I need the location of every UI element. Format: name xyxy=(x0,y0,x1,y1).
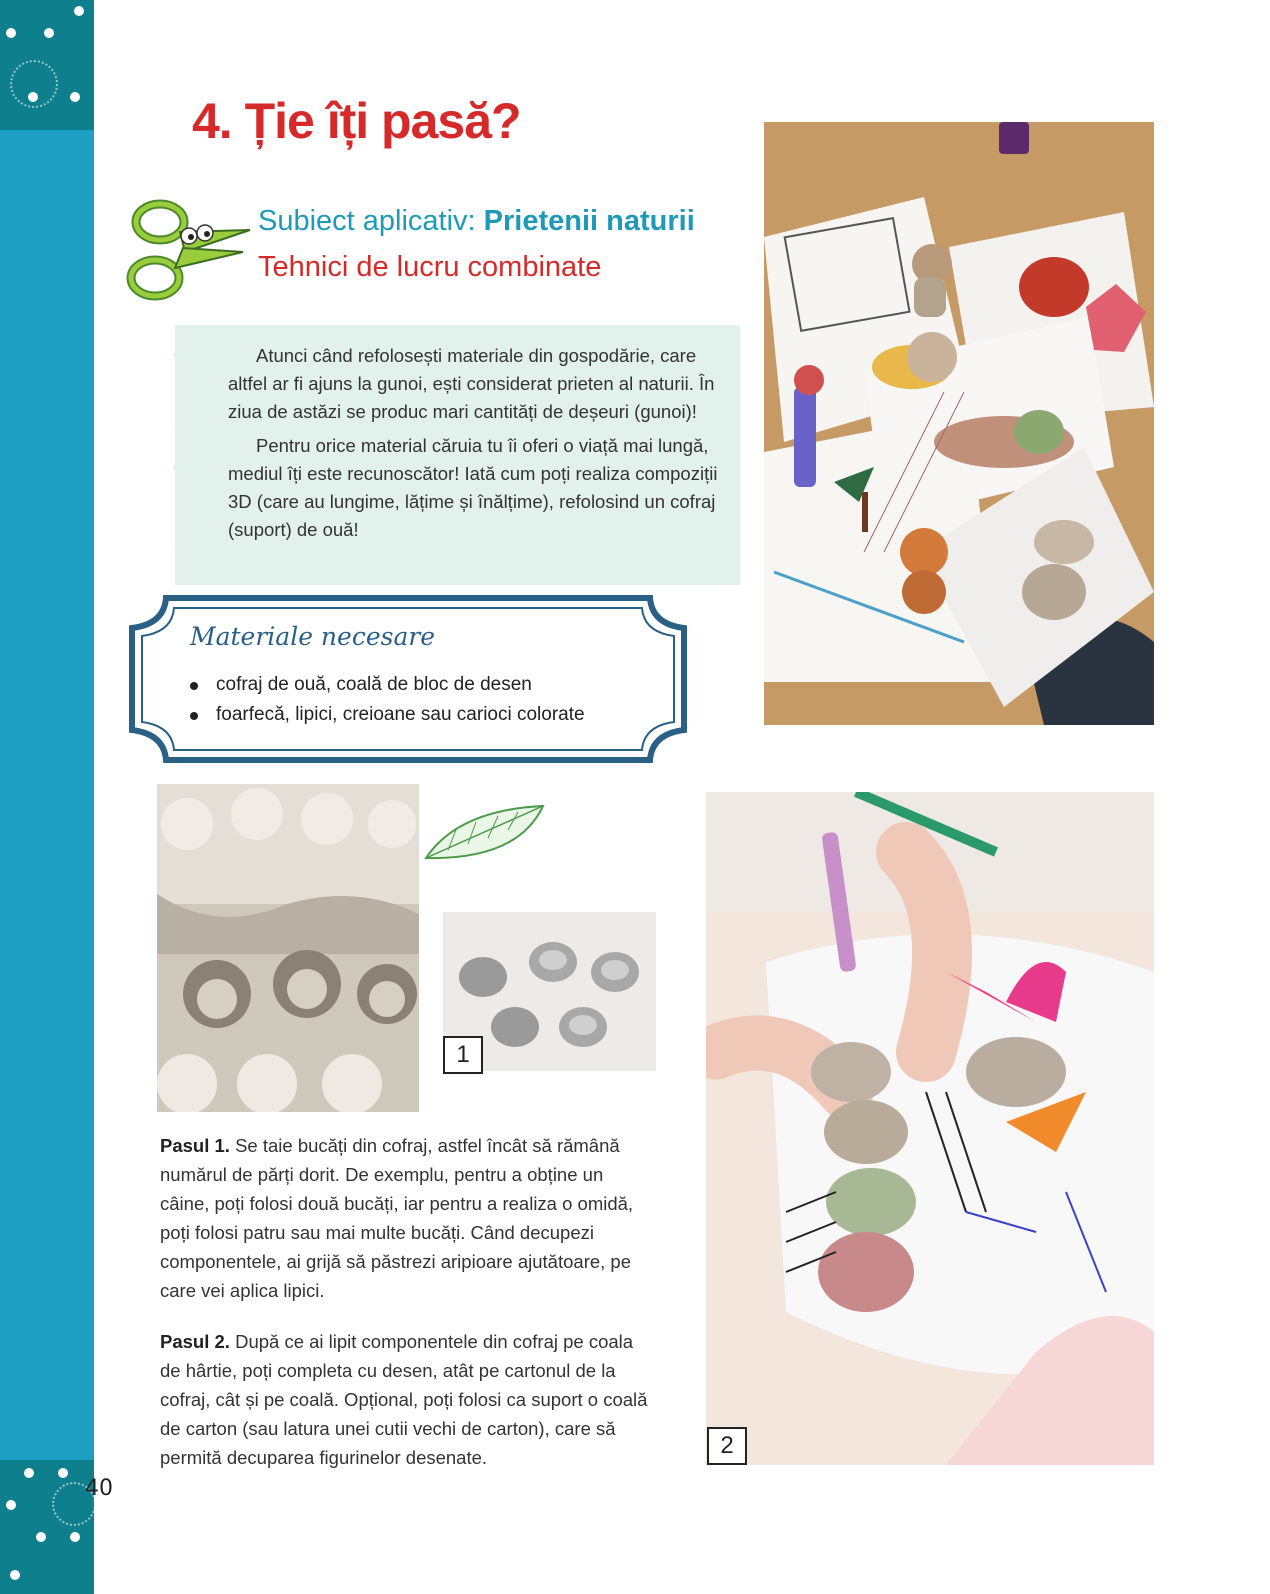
intro-paragraph: Pentru orice material căruia tu îi oferi o viață mai lungă, mediul îți este recunoscător! Iată cum poți realiza compoziții 3D (care au lungime, lățime și înălțime), refolosind un cofraj (suport) de ouă! xyxy=(228,435,718,540)
materials-list xyxy=(186,670,585,730)
figure-label-2: 2 xyxy=(707,1427,747,1465)
side-decoration-top xyxy=(0,0,94,130)
step-2 xyxy=(160,1327,650,1472)
materials-title: Materiale necesare xyxy=(190,622,436,651)
side-decoration-bottom xyxy=(0,1460,94,1594)
technique-line: Tehnici de lucru combinate xyxy=(258,251,602,283)
step-text: După ce ai lipit componentele din cofraj pe coala de hârtie, poți completa cu desen, atât pe cartonul de la cofraj, cât și pe coală. Opțional, poți folosi ca suport o coală de carton (sau latura unei cutii vechi de carton), care să permită decuparea figurinelor desenate. xyxy=(160,1331,648,1468)
intro-paragraph: Atunci când refolosești materiale din gospodărie, care altfel ar fi ajuns la gunoi, ești considerat prieten al naturii. În ziua de astăzi se produc mari cantități de deșeuri (gunoi)! xyxy=(228,345,715,422)
intro-text xyxy=(228,342,718,550)
subject-line xyxy=(258,205,695,238)
step-1 xyxy=(160,1131,650,1305)
step-label: Pasul 2. xyxy=(160,1331,230,1352)
dot-decoration xyxy=(10,1570,20,1580)
leaf-icon xyxy=(418,800,548,870)
dot-decoration xyxy=(24,1468,34,1478)
dot-decoration xyxy=(28,92,38,102)
dot-decoration xyxy=(74,6,84,16)
photo-egg-carton xyxy=(157,784,419,1112)
scissors-mascot-icon xyxy=(125,190,255,310)
dot-decoration xyxy=(70,1532,80,1542)
list-item: cofraj de ouă, coală de bloc de desen xyxy=(186,670,585,700)
list-item: foarfecă, lipici, creioane sau carioci colorate xyxy=(186,700,585,730)
subject-label: Subiect aplicativ: xyxy=(258,205,484,237)
dot-decoration xyxy=(70,92,80,102)
dot-decoration xyxy=(6,1500,16,1510)
side-decoration-bar xyxy=(0,0,94,1594)
step-text: Se taie bucăți din cofraj, astfel încât să rămână numărul de părți dorit. De exemplu, pentru a obține un câine, poți folosi două bucăți, iar pentru a realiza o omidă, poți folosi patru sau mai multe bucăți. Când decupezi componentele, ai grijă să păstrezi aripioare ajutătoare, pe care vei aplica lipici. xyxy=(160,1135,634,1301)
dot-decoration xyxy=(58,1468,68,1478)
figure-label-1: 1 xyxy=(443,1036,483,1074)
page-title: 4. Ție îți pasă? xyxy=(192,93,521,149)
torn-edge-decoration xyxy=(169,325,189,585)
photo-child-drawing xyxy=(706,792,1154,1465)
subject-name: Prietenii naturii xyxy=(483,205,695,237)
page-number: 40 xyxy=(85,1476,113,1501)
photo-finished-artworks xyxy=(764,122,1154,725)
dot-decoration xyxy=(36,1532,46,1542)
step-label: Pasul 1. xyxy=(160,1135,230,1156)
dot-decoration xyxy=(6,28,16,38)
dot-decoration xyxy=(44,28,54,38)
